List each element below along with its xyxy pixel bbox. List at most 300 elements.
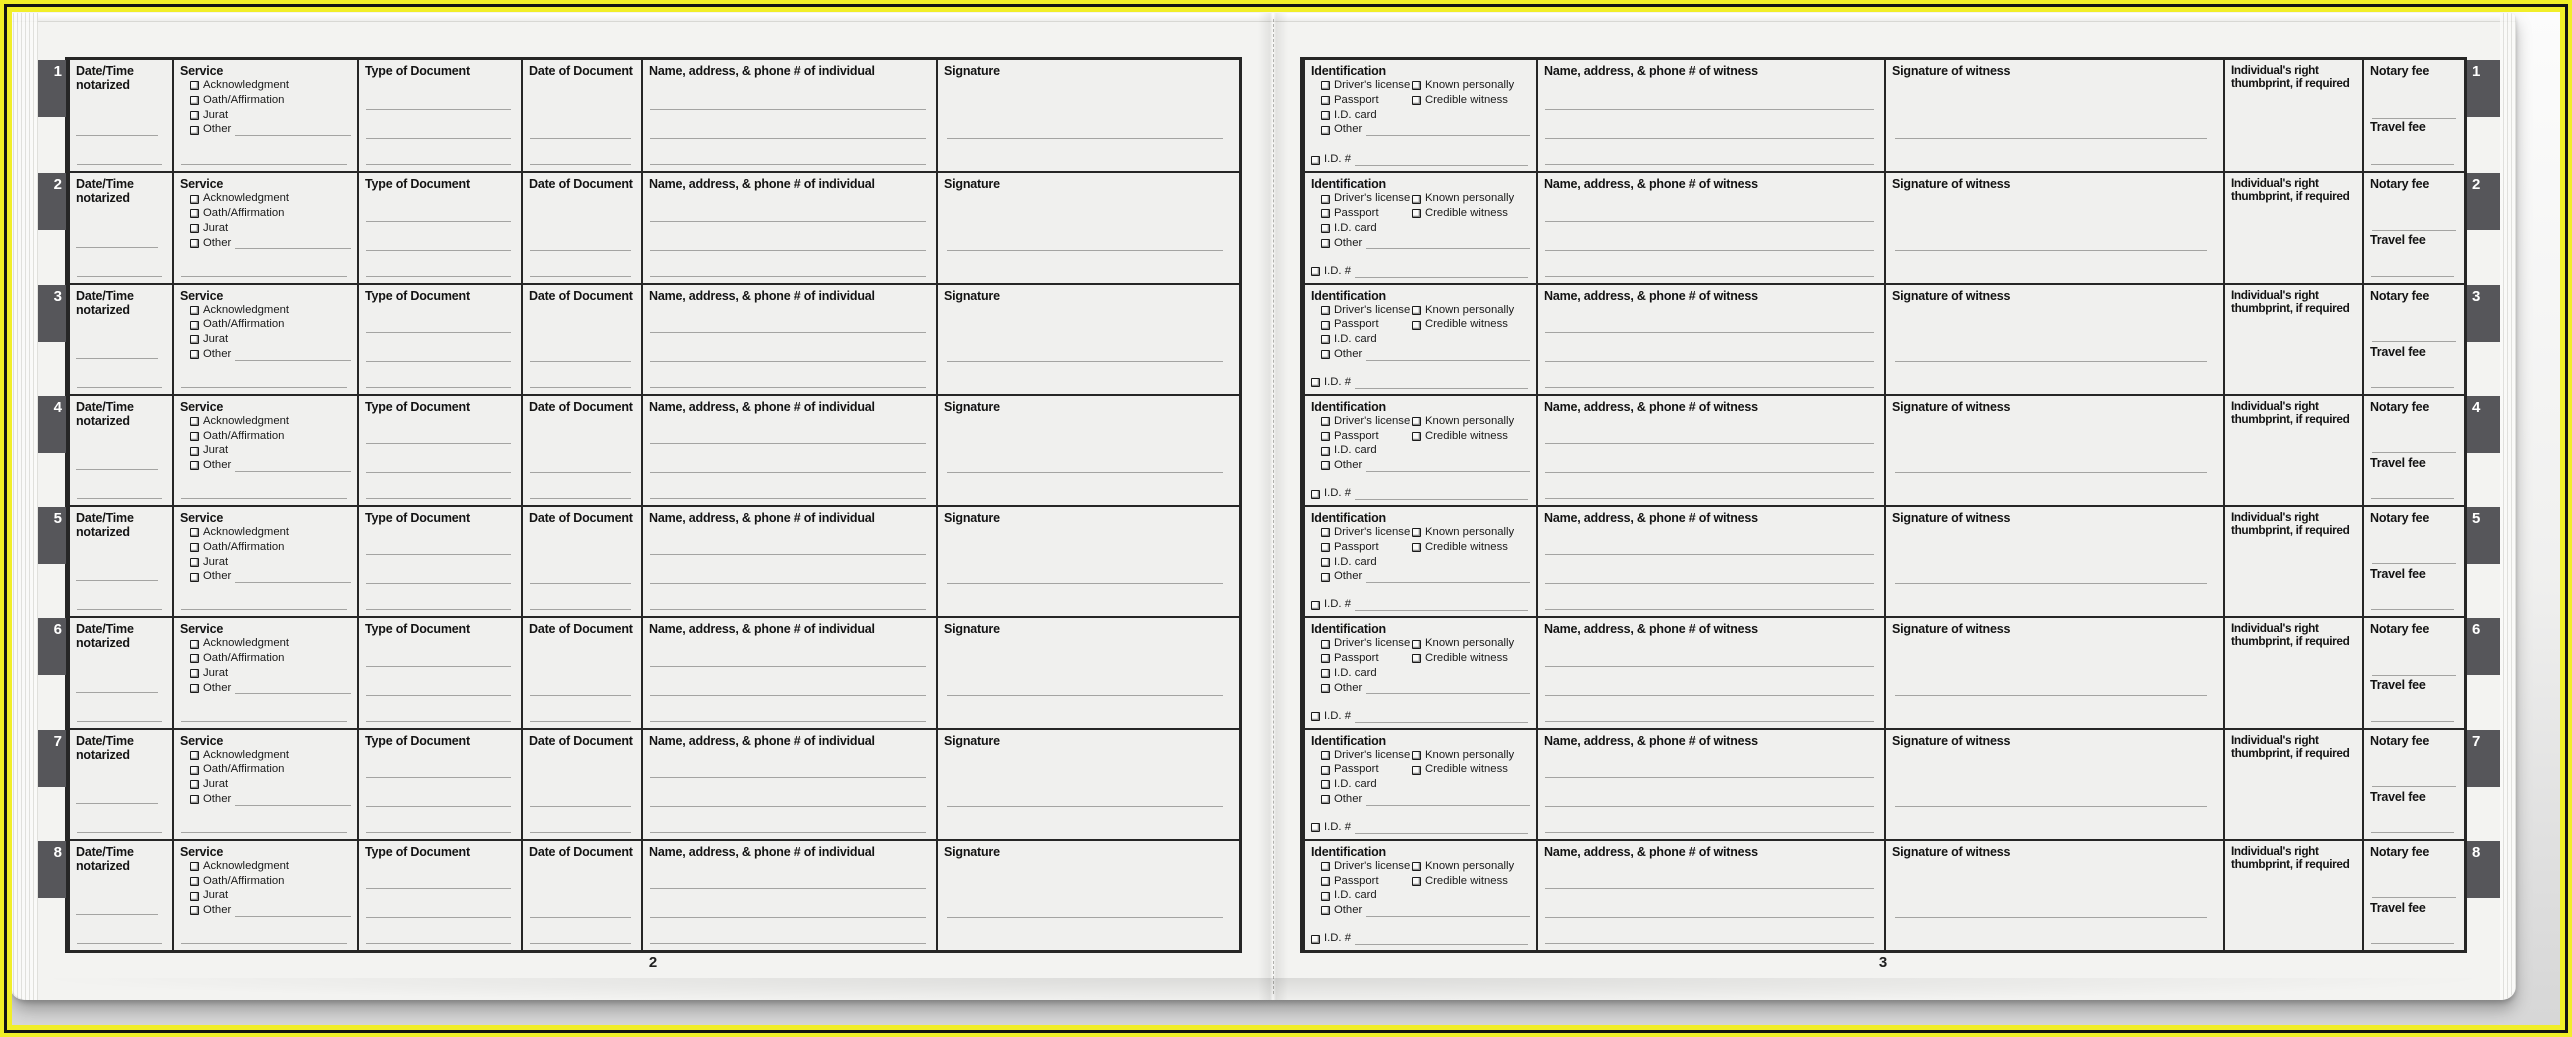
writing-line [1545, 554, 1874, 555]
row-number-tab [38, 507, 66, 564]
type-of-document-cell [357, 396, 521, 505]
page-stack-left-edge [10, 13, 38, 1000]
journal-entry-row-left [53, 839, 1239, 950]
checkbox-icon [1321, 906, 1330, 915]
thumbprint-cell [2223, 285, 2362, 394]
id-option-id-card: I.D. card [1321, 333, 1412, 347]
journal-entry-row-left [53, 60, 1239, 171]
writing-line [650, 387, 926, 388]
journal-entry-row-right [1303, 839, 2481, 950]
thumbprint-header: Individual's right thumbprint, if required [2231, 732, 2350, 760]
checkbox-icon [190, 209, 199, 218]
id-option-known-personally: Known personally [1412, 637, 1530, 651]
checkbox-icon [1311, 267, 1320, 276]
id-option-other: Other [1321, 570, 1530, 584]
id-option-id-card: I.D. card [1321, 444, 1412, 458]
journal-entry-row-right [1303, 394, 2481, 505]
checkbox-icon [1311, 378, 1320, 387]
row-number-tab [2467, 173, 2500, 230]
identification-cell [1303, 841, 1536, 950]
identification-options [1311, 303, 1530, 347]
checkbox-icon [1412, 543, 1421, 552]
writing-line [235, 237, 351, 249]
id-option-drivers-license: Driver's license [1321, 749, 1412, 763]
id-option-id-card: I.D. card [1321, 889, 1412, 903]
signature-cell [936, 730, 1239, 839]
identification-cell [1303, 618, 1536, 727]
row-number-tab [38, 730, 66, 787]
identification-cell [1303, 285, 1536, 394]
signature-line [1895, 917, 2207, 918]
notary-fee-header: Notary fee [2370, 288, 2430, 303]
writing-line [1545, 832, 1874, 833]
writing-line [1545, 472, 1874, 473]
service-option-oath-affirmation: Oath/Affirmation [190, 763, 351, 777]
service-option-acknowledgment: Acknowledgment [190, 192, 351, 206]
checkbox-icon [1321, 447, 1330, 456]
travel-fee-header: Travel fee [2370, 455, 2426, 470]
writing-line [530, 721, 631, 722]
checkbox-icon [190, 432, 199, 441]
writing-line [530, 917, 631, 918]
signature-line [947, 472, 1223, 473]
id-option-other: Other [1321, 904, 1530, 918]
writing-line [76, 580, 158, 581]
notary-fee-header: Notary fee [2370, 844, 2430, 859]
writing-line [181, 276, 347, 277]
writing-line [366, 250, 511, 251]
id-option-id-card: I.D. card [1321, 109, 1412, 123]
writing-line [1366, 571, 1530, 583]
name-address-phone-individual-cell [641, 396, 936, 505]
type-of-document-cell [357, 507, 521, 616]
fees-cell [2362, 396, 2464, 505]
checkbox-icon [1321, 432, 1330, 441]
signature-cell [936, 60, 1239, 171]
date-time-notarized-header: Date/Time notarized [76, 177, 134, 206]
checkbox-icon [1412, 96, 1421, 105]
name-address-phone-witness-cell [1536, 285, 1884, 394]
date-of-document-cell [521, 60, 641, 171]
row-number: 4 [53, 398, 62, 416]
identification-header: Identification [1311, 177, 1386, 192]
checkbox-icon [1321, 335, 1330, 344]
id-option-id-card: I.D. card [1321, 667, 1412, 681]
writing-line [1545, 443, 1874, 444]
date-of-document-header: Date of Document [529, 844, 633, 859]
signature-cell [936, 618, 1239, 727]
type-of-document-header: Type of Document [365, 844, 470, 859]
date-of-document-header: Date of Document [529, 399, 633, 414]
signature-of-witness-header: Signature of witness [1892, 288, 2011, 303]
writing-line [650, 164, 926, 165]
signature-header: Signature [944, 844, 1000, 859]
checkbox-icon [1321, 780, 1330, 789]
identification-options [1311, 414, 1530, 458]
signature-of-witness-cell [1884, 507, 2223, 616]
name-address-phone-witness-cell [1536, 618, 1884, 727]
id-option-known-personally: Known personally [1412, 304, 1530, 318]
notary-fee-header: Notary fee [2370, 511, 2430, 525]
fees-cell [2362, 841, 2464, 950]
checkbox-icon [1311, 156, 1320, 165]
journal-entry-row-left [53, 616, 1239, 727]
service-header: Service [180, 733, 224, 748]
row-number: 8 [53, 843, 62, 861]
id-number-row: I.D. # [1311, 265, 1528, 279]
name-address-phone-witness-cell [1536, 507, 1884, 616]
checkbox-icon [190, 239, 199, 248]
writing-line [530, 609, 631, 610]
id-number-row: I.D. # [1311, 932, 1528, 946]
date-time-notarized-header: Date/Time notarized [76, 64, 134, 92]
fees-cell [2362, 173, 2464, 282]
checkbox-icon [1412, 432, 1421, 441]
writing-line [235, 460, 351, 472]
row-number: 8 [2472, 843, 2481, 861]
left-page-number: 2 [648, 954, 658, 971]
writing-line [2372, 675, 2456, 676]
id-option-drivers-license: Driver's license [1321, 526, 1412, 540]
identification-header: Identification [1311, 399, 1386, 414]
checkbox-icon [1321, 892, 1330, 901]
id-option-credible-witness: Credible witness [1412, 652, 1530, 666]
date-of-document-header: Date of Document [529, 177, 633, 192]
checkbox-icon [1321, 528, 1330, 537]
checkbox-icon [1321, 543, 1330, 552]
journal-entry-row-right [1303, 283, 2481, 394]
row-number: 2 [53, 176, 62, 194]
writing-line [650, 583, 926, 584]
date-time-notarized-header: Date/Time notarized [76, 844, 134, 873]
type-of-document-header: Type of Document [365, 511, 470, 525]
writing-line [2372, 563, 2456, 564]
travel-fee-header: Travel fee [2370, 344, 2426, 359]
writing-line [366, 917, 511, 918]
id-option-credible-witness: Credible witness [1412, 318, 1530, 332]
identification-cell [1303, 730, 1536, 839]
writing-line [1355, 933, 1528, 945]
row-number: 7 [53, 732, 62, 750]
checkbox-icon [190, 751, 199, 760]
service-option-acknowledgment: Acknowledgment [190, 526, 351, 540]
row-number-tab [38, 396, 66, 453]
thumbprint-cell [2223, 507, 2362, 616]
checkbox-icon [1321, 209, 1330, 218]
id-option-drivers-license: Driver's license [1321, 860, 1412, 874]
row-number-tab [2467, 396, 2500, 453]
date-of-document-header: Date of Document [529, 511, 633, 525]
thumbprint-header: Individual's right thumbprint, if required [2231, 63, 2350, 91]
checkbox-icon [190, 862, 199, 871]
journal-entry-row-right [1303, 505, 2481, 616]
signature-cell [936, 841, 1239, 950]
thumbprint-cell [2223, 730, 2362, 839]
name-address-phone-individual-cell [641, 285, 936, 394]
writing-line [1366, 349, 1530, 361]
writing-line [77, 387, 162, 388]
signature-of-witness-header: Signature of witness [1892, 399, 2011, 414]
service-cell [172, 396, 357, 505]
type-of-document-header: Type of Document [365, 288, 470, 303]
writing-line [235, 124, 351, 136]
signature-line [947, 806, 1223, 807]
id-option-credible-witness: Credible witness [1412, 875, 1530, 889]
date-of-document-cell [521, 396, 641, 505]
checkbox-icon [1321, 751, 1330, 760]
id-option-drivers-license: Driver's license [1321, 415, 1412, 429]
writing-line [2371, 276, 2454, 277]
id-option-credible-witness: Credible witness [1412, 94, 1530, 108]
checkbox-icon [190, 111, 199, 120]
service-cell [172, 841, 357, 950]
service-option-oath-affirmation: Oath/Affirmation [190, 652, 351, 666]
notary-journal-book [10, 13, 2516, 1000]
fees-cell [2362, 285, 2464, 394]
id-option-passport: Passport [1321, 318, 1412, 332]
id-option-credible-witness: Credible witness [1412, 207, 1530, 221]
writing-line [181, 832, 347, 833]
id-option-other: Other [1321, 793, 1530, 807]
type-of-document-header: Type of Document [365, 399, 470, 414]
writing-line [1545, 387, 1874, 388]
row-number-tab [2467, 507, 2500, 564]
signature-of-witness-header: Signature of witness [1892, 177, 2011, 192]
service-header: Service [180, 511, 224, 525]
row-number-tab [2467, 730, 2500, 787]
writing-line [181, 164, 347, 165]
service-option-other: Other [190, 348, 351, 362]
checkbox-icon [1321, 795, 1330, 804]
writing-line [2371, 832, 2454, 833]
service-cell [172, 730, 357, 839]
writing-line [366, 221, 511, 222]
identification-cell [1303, 60, 1536, 171]
service-option-jurat: Jurat [190, 222, 351, 236]
writing-line [1366, 460, 1530, 472]
row-number: 3 [53, 287, 62, 305]
row-number: 3 [2472, 287, 2481, 305]
service-option-other: Other [190, 793, 351, 807]
id-number-row: I.D. # [1311, 153, 1528, 167]
checkbox-icon [190, 766, 199, 775]
writing-line [650, 138, 926, 139]
signature-line [947, 138, 1223, 139]
date-of-document-cell [521, 507, 641, 616]
writing-line [366, 806, 511, 807]
writing-line [181, 387, 347, 388]
identification-header: Identification [1311, 288, 1386, 303]
date-of-document-header: Date of Document [529, 288, 633, 303]
type-of-document-cell [357, 60, 521, 171]
name-address-phone-individual-header: Name, address, & phone # of individual [649, 733, 875, 748]
name-address-phone-witness-cell [1536, 730, 1884, 839]
signature-of-witness-header: Signature of witness [1892, 733, 2011, 748]
travel-fee-header: Travel fee [2370, 233, 2426, 248]
right-page-table [1300, 57, 2481, 953]
type-of-document-cell [357, 730, 521, 839]
identification-cell [1303, 396, 1536, 505]
travel-fee-header: Travel fee [2370, 678, 2426, 693]
service-header: Service [180, 622, 224, 637]
checkbox-icon [190, 195, 199, 204]
journal-entry-row-left [53, 171, 1239, 282]
service-option-jurat: Jurat [190, 556, 351, 570]
writing-line [181, 943, 347, 944]
checkbox-icon [1412, 751, 1421, 760]
writing-line [366, 138, 511, 139]
checkbox-icon [1321, 321, 1330, 330]
writing-line [366, 554, 511, 555]
signature-line [1895, 361, 2207, 362]
name-address-phone-witness-header: Name, address, & phone # of witness [1544, 399, 1758, 414]
identification-options [1311, 859, 1530, 903]
checkbox-icon [1412, 766, 1421, 775]
checkbox-icon [190, 795, 199, 804]
writing-line [2372, 786, 2456, 787]
service-option-other: Other [190, 237, 351, 251]
checkbox-icon [1412, 528, 1421, 537]
checkbox-icon [1321, 350, 1330, 359]
signature-header: Signature [944, 733, 1000, 748]
service-header: Service [180, 64, 224, 78]
writing-line [366, 109, 511, 110]
writing-line [76, 469, 158, 470]
name-address-phone-individual-cell [641, 841, 936, 950]
writing-line [77, 164, 162, 165]
service-header: Service [180, 288, 224, 303]
checkbox-icon [1412, 862, 1421, 871]
signature-header: Signature [944, 622, 1000, 637]
checkbox-icon [1412, 417, 1421, 426]
identification-cell [1303, 173, 1536, 282]
checkbox-icon [190, 417, 199, 426]
date-time-notarized-cell [68, 730, 172, 839]
writing-line [1545, 609, 1874, 610]
date-of-document-cell [521, 730, 641, 839]
writing-line [650, 777, 926, 778]
writing-line [181, 721, 347, 722]
checkbox-icon [1321, 573, 1330, 582]
journal-entry-row-left [53, 283, 1239, 394]
writing-line [366, 943, 511, 944]
page-stack-right-edge [2500, 13, 2516, 1000]
writing-line [76, 247, 158, 248]
writing-line [2371, 498, 2454, 499]
service-option-acknowledgment: Acknowledgment [190, 304, 351, 318]
writing-line [530, 583, 631, 584]
row-number-tab [38, 173, 66, 230]
writing-line [650, 806, 926, 807]
checkbox-icon [1412, 209, 1421, 218]
fees-cell [2362, 60, 2464, 171]
writing-line [235, 794, 351, 806]
service-cell [172, 60, 357, 171]
journal-entry-row-right [1303, 728, 2481, 839]
writing-line [235, 571, 351, 583]
thumbprint-header: Individual's right thumbprint, if required [2231, 398, 2350, 426]
name-address-phone-individual-cell [641, 507, 936, 616]
signature-line [947, 361, 1223, 362]
checkbox-icon [1321, 862, 1330, 871]
writing-line [1545, 221, 1874, 222]
id-option-other: Other [1321, 237, 1530, 251]
writing-line [530, 361, 631, 362]
service-option-acknowledgment: Acknowledgment [190, 79, 351, 93]
notary-fee-header: Notary fee [2370, 622, 2430, 637]
id-option-passport: Passport [1321, 541, 1412, 555]
writing-line [2372, 897, 2456, 898]
name-address-phone-individual-cell [641, 60, 936, 171]
identification-header: Identification [1311, 64, 1386, 78]
signature-line [947, 917, 1223, 918]
journal-entry-row-left [53, 505, 1239, 616]
id-number-row: I.D. # [1311, 710, 1528, 724]
checkbox-icon [1412, 877, 1421, 886]
checkbox-icon [1321, 239, 1330, 248]
checkbox-icon [190, 528, 199, 537]
writing-line [650, 221, 926, 222]
id-option-known-personally: Known personally [1412, 526, 1530, 540]
id-option-id-card: I.D. card [1321, 778, 1412, 792]
checkbox-icon [190, 461, 199, 470]
row-number: 7 [2472, 732, 2481, 750]
service-header: Service [180, 177, 224, 192]
writing-line [650, 250, 926, 251]
writing-line [366, 164, 511, 165]
journal-entry-row-right [1303, 171, 2481, 282]
checkbox-icon [190, 654, 199, 663]
writing-line [650, 832, 926, 833]
writing-line [1366, 237, 1530, 249]
checkbox-icon [1412, 81, 1421, 90]
writing-line [530, 276, 631, 277]
row-number: 5 [53, 510, 62, 527]
writing-line [650, 943, 926, 944]
journal-entry-row-left [53, 394, 1239, 505]
writing-line [530, 387, 631, 388]
writing-line [530, 472, 631, 473]
writing-line [1545, 164, 1874, 165]
checkbox-icon [1311, 935, 1320, 944]
notary-fee-header: Notary fee [2370, 733, 2430, 748]
type-of-document-header: Type of Document [365, 177, 470, 192]
id-option-passport: Passport [1321, 207, 1412, 221]
checkbox-icon [1321, 877, 1330, 886]
id-option-credible-witness: Credible witness [1412, 541, 1530, 555]
travel-fee-header: Travel fee [2370, 120, 2426, 134]
checkbox-icon [1321, 669, 1330, 678]
identification-header: Identification [1311, 844, 1386, 859]
name-address-phone-individual-cell [641, 618, 936, 727]
row-number: 5 [2472, 510, 2481, 527]
writing-line [1545, 332, 1874, 333]
notary-fee-header: Notary fee [2370, 177, 2430, 192]
date-time-notarized-cell [68, 285, 172, 394]
writing-line [2372, 341, 2456, 342]
journal-entry-row-right [1303, 616, 2481, 727]
writing-line [1545, 917, 1874, 918]
name-address-phone-individual-header: Name, address, & phone # of individual [649, 64, 875, 78]
writing-line [235, 682, 351, 694]
row-number-tab [38, 618, 66, 675]
service-option-jurat: Jurat [190, 667, 351, 681]
checkbox-icon [190, 321, 199, 330]
date-time-notarized-header: Date/Time notarized [76, 622, 134, 651]
checkbox-icon [1321, 417, 1330, 426]
writing-line [530, 138, 631, 139]
date-time-notarized-cell [68, 173, 172, 282]
